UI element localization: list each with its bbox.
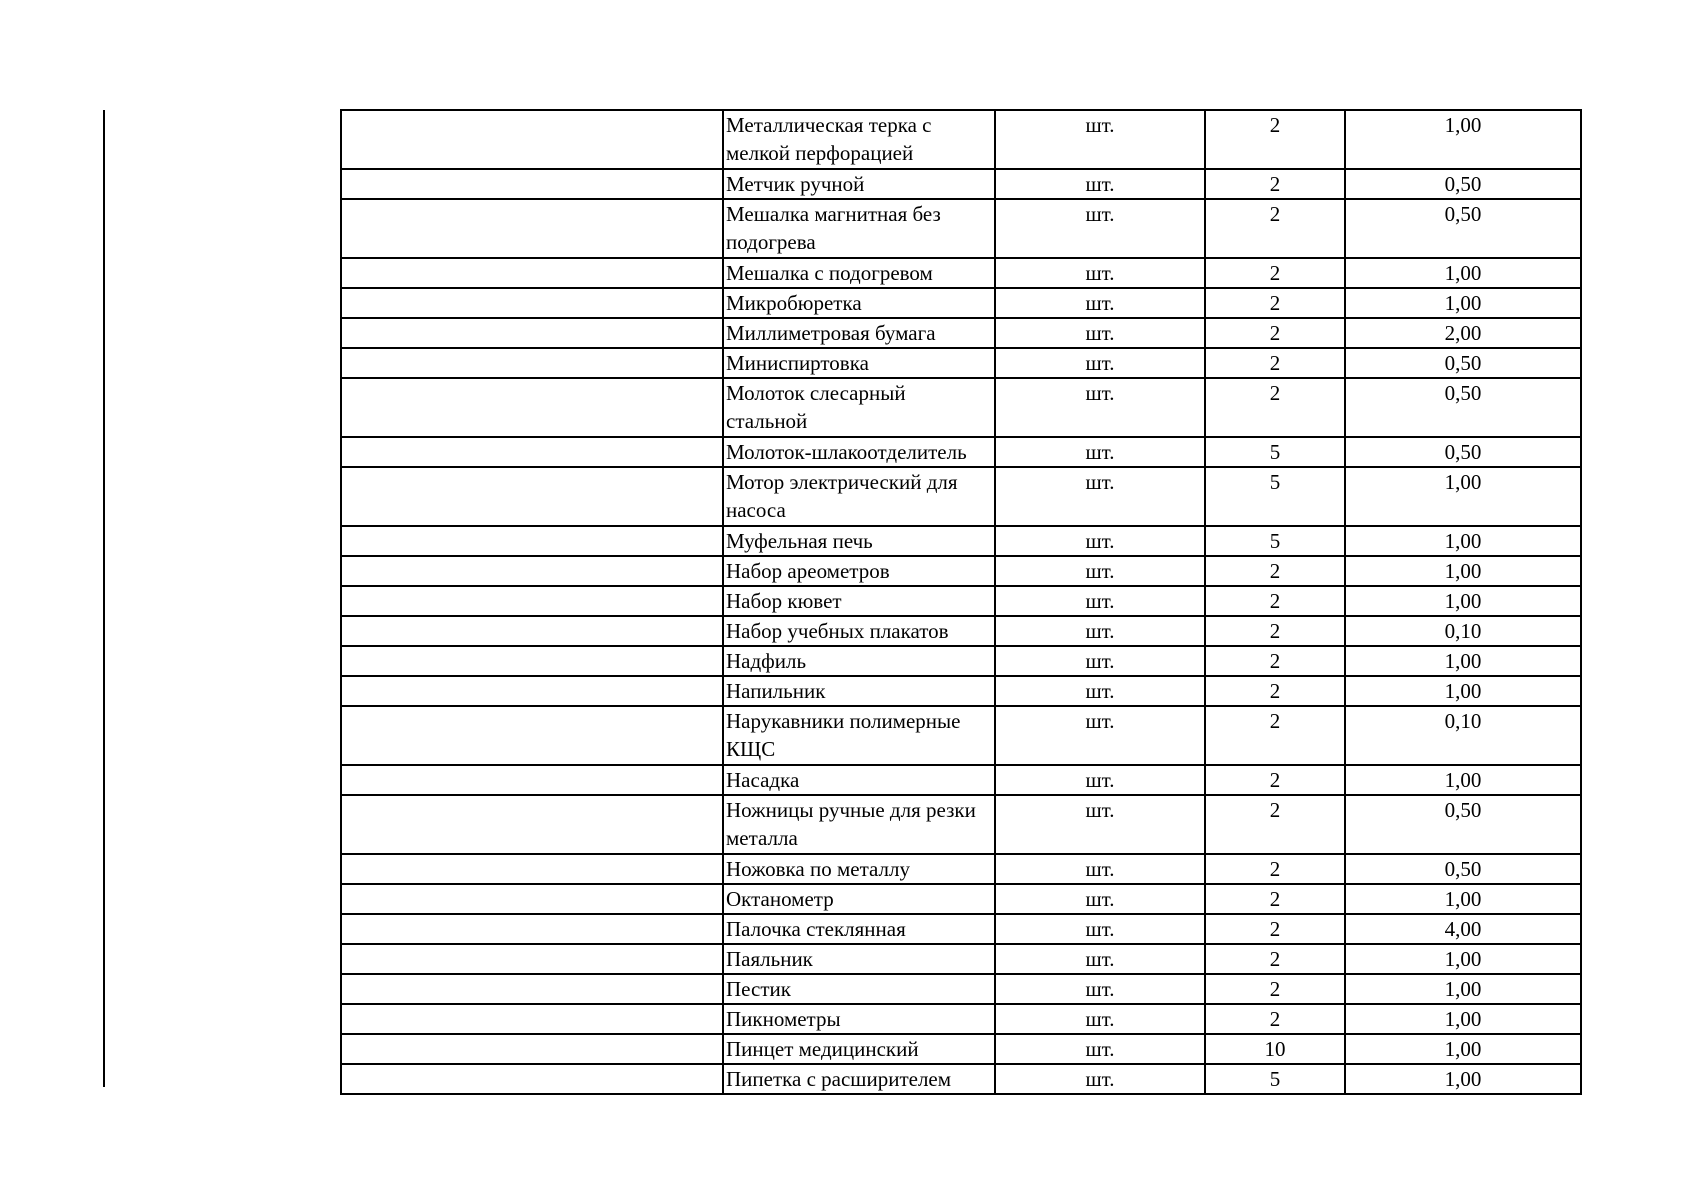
item-name-cell: Муфельная печь [723,526,995,556]
quantity-cell: 2 [1205,199,1345,258]
item-name-cell: Пикнометры [723,1004,995,1034]
table-row [341,884,1581,914]
table-row [341,1064,1581,1094]
table-row [341,169,1581,199]
quantity-cell: 5 [1205,437,1345,467]
table-row [341,318,1581,348]
unit-cell: шт. [995,765,1205,795]
norm-cell: 0,10 [1345,616,1581,646]
item-name-cell: Миллиметровая бумага [723,318,995,348]
table-row [341,646,1581,676]
item-name-cell: Ножовка по металлу [723,854,995,884]
table-row [341,437,1581,467]
quantity-cell: 2 [1205,258,1345,288]
table-row [341,676,1581,706]
quantity-cell: 2 [1205,795,1345,854]
item-name-cell: Метчик ручной [723,169,995,199]
unit-cell: шт. [995,974,1205,1004]
unit-cell: шт. [995,1034,1205,1064]
empty-cell [341,884,723,914]
norm-cell: 1,00 [1345,884,1581,914]
unit-cell: шт. [995,258,1205,288]
norm-cell: 1,00 [1345,1004,1581,1034]
empty-cell [341,258,723,288]
empty-cell [341,1004,723,1034]
item-name-cell: Набор кювет [723,586,995,616]
norm-cell: 0,50 [1345,795,1581,854]
norm-cell: 0,50 [1345,199,1581,258]
table-row [341,348,1581,378]
unit-cell: шт. [995,199,1205,258]
empty-cell [341,1064,723,1094]
table-row [341,854,1581,884]
unit-cell: шт. [995,318,1205,348]
item-name-cell: Насадка [723,765,995,795]
quantity-cell: 2 [1205,169,1345,199]
item-name-cell: Миниспиртовка [723,348,995,378]
table-row [341,706,1581,765]
quantity-cell: 2 [1205,616,1345,646]
empty-cell [341,169,723,199]
empty-cell [341,914,723,944]
quantity-cell: 2 [1205,765,1345,795]
item-name-cell: Пипетка с расширителем [723,1064,995,1094]
unit-cell: шт. [995,884,1205,914]
unit-cell: шт. [995,437,1205,467]
norm-cell: 1,00 [1345,467,1581,526]
item-name-cell: Надфиль [723,646,995,676]
unit-cell: шт. [995,169,1205,199]
empty-cell [341,526,723,556]
item-name-cell: Пестик [723,974,995,1004]
norm-cell: 4,00 [1345,914,1581,944]
item-name-cell: Мешалка с подогревом [723,258,995,288]
norm-cell: 0,50 [1345,854,1581,884]
table-row [341,258,1581,288]
norm-cell: 1,00 [1345,646,1581,676]
item-name-cell: Напильник [723,676,995,706]
unit-cell: шт. [995,944,1205,974]
norm-cell: 1,00 [1345,526,1581,556]
quantity-cell: 2 [1205,556,1345,586]
norm-cell: 1,00 [1345,944,1581,974]
left-margin-rule [103,110,105,1087]
empty-cell [341,944,723,974]
item-name-cell: Октанометр [723,884,995,914]
quantity-cell: 10 [1205,1034,1345,1064]
quantity-cell: 2 [1205,944,1345,974]
table-row [341,467,1581,526]
table-row [341,914,1581,944]
norm-cell: 0,10 [1345,706,1581,765]
table-row [341,616,1581,646]
norm-cell: 1,00 [1345,765,1581,795]
quantity-cell: 2 [1205,318,1345,348]
empty-cell [341,616,723,646]
quantity-cell: 2 [1205,586,1345,616]
equipment-table-body [341,110,1581,1094]
quantity-cell: 2 [1205,854,1345,884]
unit-cell: шт. [995,586,1205,616]
item-name-cell: Микробюретка [723,288,995,318]
quantity-cell: 2 [1205,1004,1345,1034]
norm-cell: 1,00 [1345,1034,1581,1064]
norm-cell: 1,00 [1345,556,1581,586]
table-row [341,944,1581,974]
quantity-cell: 2 [1205,288,1345,318]
quantity-cell: 2 [1205,974,1345,1004]
norm-cell: 0,50 [1345,378,1581,437]
empty-cell [341,348,723,378]
norm-cell: 1,00 [1345,288,1581,318]
unit-cell: шт. [995,646,1205,676]
empty-cell [341,854,723,884]
empty-cell [341,378,723,437]
quantity-cell: 5 [1205,526,1345,556]
table-row [341,586,1581,616]
unit-cell: шт. [995,676,1205,706]
unit-cell: шт. [995,556,1205,586]
empty-cell [341,437,723,467]
unit-cell: шт. [995,616,1205,646]
table-row [341,765,1581,795]
quantity-cell: 2 [1205,914,1345,944]
item-name-cell: Молоток слесарный стальной [723,378,995,437]
quantity-cell: 5 [1205,467,1345,526]
quantity-cell: 2 [1205,378,1345,437]
table-row [341,1034,1581,1064]
norm-cell: 1,00 [1345,974,1581,1004]
norm-cell: 0,50 [1345,437,1581,467]
item-name-cell: Набор ареометров [723,556,995,586]
table-row [341,199,1581,258]
norm-cell: 2,00 [1345,318,1581,348]
item-name-cell: Ножницы ручные для резки металла [723,795,995,854]
equipment-table [340,109,1582,1095]
unit-cell: шт. [995,378,1205,437]
empty-cell [341,586,723,616]
norm-cell: 0,50 [1345,169,1581,199]
item-name-cell: Металлическая терка с мелкой перфорацией [723,110,995,169]
unit-cell: шт. [995,348,1205,378]
item-name-cell: Пинцет медицинский [723,1034,995,1064]
empty-cell [341,556,723,586]
item-name-cell: Набор учебных плакатов [723,616,995,646]
empty-cell [341,318,723,348]
empty-cell [341,1034,723,1064]
item-name-cell: Паяльник [723,944,995,974]
empty-cell [341,199,723,258]
empty-cell [341,706,723,765]
table-row [341,1004,1581,1034]
norm-cell: 1,00 [1345,676,1581,706]
unit-cell: шт. [995,1004,1205,1034]
unit-cell: шт. [995,467,1205,526]
empty-cell [341,288,723,318]
unit-cell: шт. [995,110,1205,169]
empty-cell [341,110,723,169]
quantity-cell: 2 [1205,110,1345,169]
unit-cell: шт. [995,854,1205,884]
unit-cell: шт. [995,706,1205,765]
empty-cell [341,974,723,1004]
item-name-cell: Мешалка магнитная без подогрева [723,199,995,258]
empty-cell [341,765,723,795]
table-row [341,110,1581,169]
item-name-cell: Мотор электрический для насоса [723,467,995,526]
empty-cell [341,467,723,526]
table-row [341,288,1581,318]
quantity-cell: 5 [1205,1064,1345,1094]
table-row [341,795,1581,854]
quantity-cell: 2 [1205,676,1345,706]
table-row [341,526,1581,556]
norm-cell: 1,00 [1345,586,1581,616]
table-row [341,974,1581,1004]
unit-cell: шт. [995,288,1205,318]
table-row [341,378,1581,437]
unit-cell: шт. [995,526,1205,556]
norm-cell: 1,00 [1345,110,1581,169]
empty-cell [341,795,723,854]
quantity-cell: 2 [1205,348,1345,378]
quantity-cell: 2 [1205,706,1345,765]
item-name-cell: Молоток-шлакоотделитель [723,437,995,467]
unit-cell: шт. [995,795,1205,854]
empty-cell [341,676,723,706]
quantity-cell: 2 [1205,884,1345,914]
quantity-cell: 2 [1205,646,1345,676]
item-name-cell: Нарукавники полимерные КЩС [723,706,995,765]
norm-cell: 1,00 [1345,258,1581,288]
table-row [341,556,1581,586]
unit-cell: шт. [995,1064,1205,1094]
item-name-cell: Палочка стеклянная [723,914,995,944]
norm-cell: 0,50 [1345,348,1581,378]
unit-cell: шт. [995,914,1205,944]
empty-cell [341,646,723,676]
norm-cell: 1,00 [1345,1064,1581,1094]
